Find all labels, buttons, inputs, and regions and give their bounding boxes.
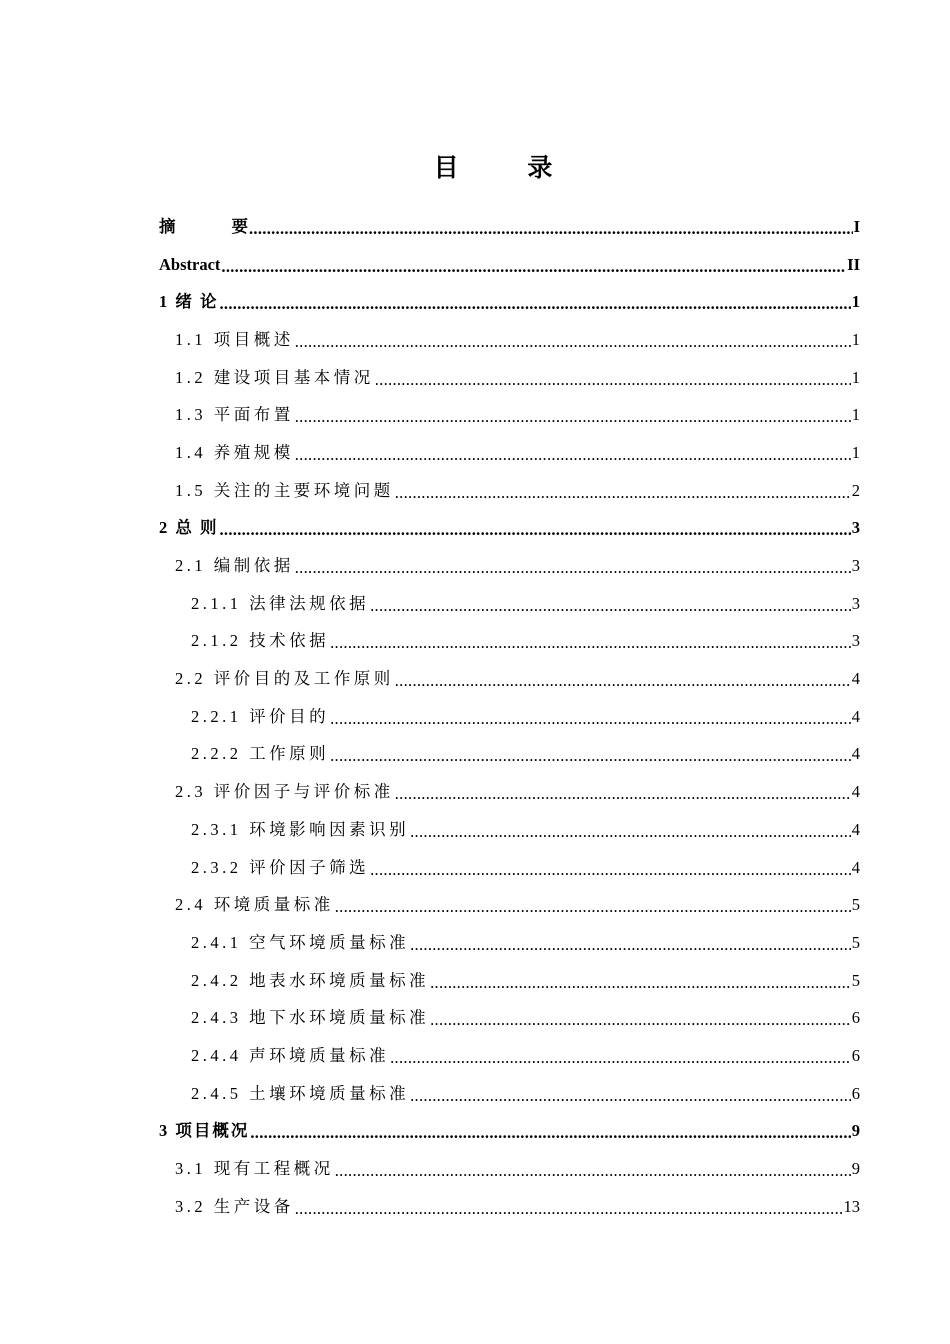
toc-leader-dots [390, 1048, 851, 1068]
toc-leader-dots [295, 558, 851, 578]
toc-leader-dots [430, 1010, 851, 1030]
toc-leader-dots [335, 1161, 851, 1181]
toc-leader-dots [410, 822, 851, 842]
toc-entry-label: 2.4.3 地下水环境质量标准 [191, 1008, 430, 1028]
toc-entry-page: 9 [851, 1121, 860, 1141]
toc-entry-page: 5 [851, 932, 860, 952]
page-title: 目 录 [433, 153, 583, 182]
toc-entry[interactable] [159, 1150, 860, 1188]
toc-entry[interactable] [159, 811, 860, 849]
toc-leader-dots [220, 520, 851, 540]
toc-entry-label: 3.1 现有工程概况 [175, 1159, 334, 1179]
toc-entry-page: 5 [851, 895, 860, 915]
toc-entry-summary[interactable] [159, 208, 860, 246]
toc-entry[interactable] [159, 321, 860, 359]
toc-leader-dots [375, 370, 851, 390]
toc-entry-page: 3 [851, 631, 860, 651]
toc-entry-page: I [853, 216, 860, 236]
toc-entry-label: 2.1.1 法律法规依据 [191, 593, 370, 613]
toc-entry[interactable] [159, 396, 860, 434]
toc-entry[interactable] [159, 547, 860, 585]
toc-leader-dots [330, 709, 851, 729]
toc-entry-page: 6 [851, 1045, 860, 1065]
toc-entry-page: 4 [851, 819, 860, 839]
toc-entry[interactable] [159, 962, 860, 1000]
toc-leader-dots [410, 935, 851, 955]
toc-entry[interactable] [159, 510, 860, 548]
toc-leader-dots [295, 1199, 843, 1219]
toc-entry-label: 2.4 环境质量标准 [175, 895, 334, 915]
toc-entry-label: 1.1 项目概述 [175, 329, 294, 349]
table-of-contents [159, 208, 860, 1226]
toc-entry-label: 2 总 则 [159, 518, 219, 538]
toc-entry-page: 4 [851, 706, 860, 726]
toc-entry-label: 1.4 养殖规模 [175, 442, 294, 462]
toc-entry[interactable] [159, 999, 860, 1037]
toc-entry[interactable] [159, 886, 860, 924]
toc-entry-page: 4 [851, 782, 860, 802]
toc-entry[interactable] [159, 660, 860, 698]
toc-leader-dots [410, 1086, 851, 1106]
toc-entry-page: 3 [851, 593, 860, 613]
toc-entry-page: 4 [851, 744, 860, 764]
toc-entry-page: 1 [851, 367, 860, 387]
toc-entry-page: 9 [851, 1159, 860, 1179]
toc-entry-page: 3 [851, 518, 860, 538]
toc-entry[interactable] [159, 1113, 860, 1151]
toc-entry-label: 3.2 生产设备 [175, 1196, 294, 1216]
toc-entry-label: 1 绪 论 [159, 292, 219, 312]
toc-leader-dots [430, 973, 851, 993]
toc-entry[interactable] [159, 1075, 860, 1113]
toc-entry[interactable] [159, 924, 860, 962]
toc-entry-page: 13 [843, 1196, 860, 1216]
toc-entry-label: 2.2.1 评价目的 [191, 706, 330, 726]
toc-leader-dots [330, 633, 851, 653]
toc-entry-page: II [847, 254, 860, 274]
toc-entry-page: 4 [851, 669, 860, 689]
toc-entry-label: 2.4.1 空气环境质量标准 [191, 932, 410, 952]
toc-leader-dots [250, 1123, 850, 1143]
toc-leader-dots [335, 897, 851, 917]
toc-entry-label: 2.3.2 评价因子筛选 [191, 857, 370, 877]
toc-entry-page: 5 [851, 970, 860, 990]
toc-entry[interactable] [159, 585, 860, 623]
toc-leader-dots [220, 294, 851, 314]
toc-entry-label: 1.3 平面布置 [175, 405, 294, 425]
toc-leader-dots [249, 219, 853, 239]
toc-entry-page: 6 [851, 1008, 860, 1028]
toc-entry-label: 2.4.5 土壤环境质量标准 [191, 1083, 410, 1103]
toc-entry[interactable] [159, 359, 860, 397]
toc-leader-dots [395, 784, 851, 804]
toc-entry-page: 1 [851, 442, 860, 462]
toc-entry-label: 2.1.2 技术依据 [191, 631, 330, 651]
toc-entry-label: Abstract [159, 254, 221, 274]
toc-entry-page: 4 [851, 857, 860, 877]
toc-entry[interactable] [159, 623, 860, 661]
toc-entry-page: 1 [851, 405, 860, 425]
toc-entry-label: 2.4.2 地表水环境质量标准 [191, 970, 430, 990]
toc-entry[interactable] [159, 1037, 860, 1075]
toc-entry-label: 2.2.2 工作原则 [191, 744, 330, 764]
toc-leader-dots [221, 257, 846, 277]
toc-entry-page: 6 [851, 1083, 860, 1103]
toc-entry-abstract[interactable] [159, 246, 860, 284]
toc-entry-label: 2.3 评价因子与评价标准 [175, 782, 394, 802]
toc-entry-label: 摘 要 [159, 216, 248, 236]
toc-leader-dots [370, 860, 851, 880]
toc-entry-label: 2.4.4 声环境质量标准 [191, 1045, 390, 1065]
toc-entry-page: 2 [851, 480, 860, 500]
toc-leader-dots [295, 445, 851, 465]
toc-entry[interactable] [159, 283, 860, 321]
toc-entry[interactable] [159, 472, 860, 510]
toc-entry[interactable] [159, 773, 860, 811]
toc-entry[interactable] [159, 736, 860, 774]
toc-entry-label: 2.2 评价目的及工作原则 [175, 669, 394, 689]
toc-entry-label: 1.2 建设项目基本情况 [175, 367, 374, 387]
toc-entry[interactable] [159, 849, 860, 887]
toc-leader-dots [395, 483, 851, 503]
toc-entry-label: 2.1 编制依据 [175, 556, 294, 576]
toc-leader-dots [330, 746, 851, 766]
toc-leader-dots [370, 596, 851, 616]
toc-entry-label: 3 项目概况 [159, 1121, 250, 1141]
toc-entry[interactable] [159, 698, 860, 736]
toc-leader-dots [395, 671, 851, 691]
toc-entry-page: 3 [851, 556, 860, 576]
toc-leader-dots [295, 407, 851, 427]
toc-entry-page: 1 [851, 292, 860, 312]
toc-entry-label: 1.5 关注的主要环境问题 [175, 480, 394, 500]
toc-entry-page: 1 [851, 329, 860, 349]
toc-entry[interactable] [159, 1188, 860, 1226]
toc-entry[interactable] [159, 434, 860, 472]
toc-leader-dots [295, 332, 851, 352]
toc-entry-label: 2.3.1 环境影响因素识别 [191, 819, 410, 839]
